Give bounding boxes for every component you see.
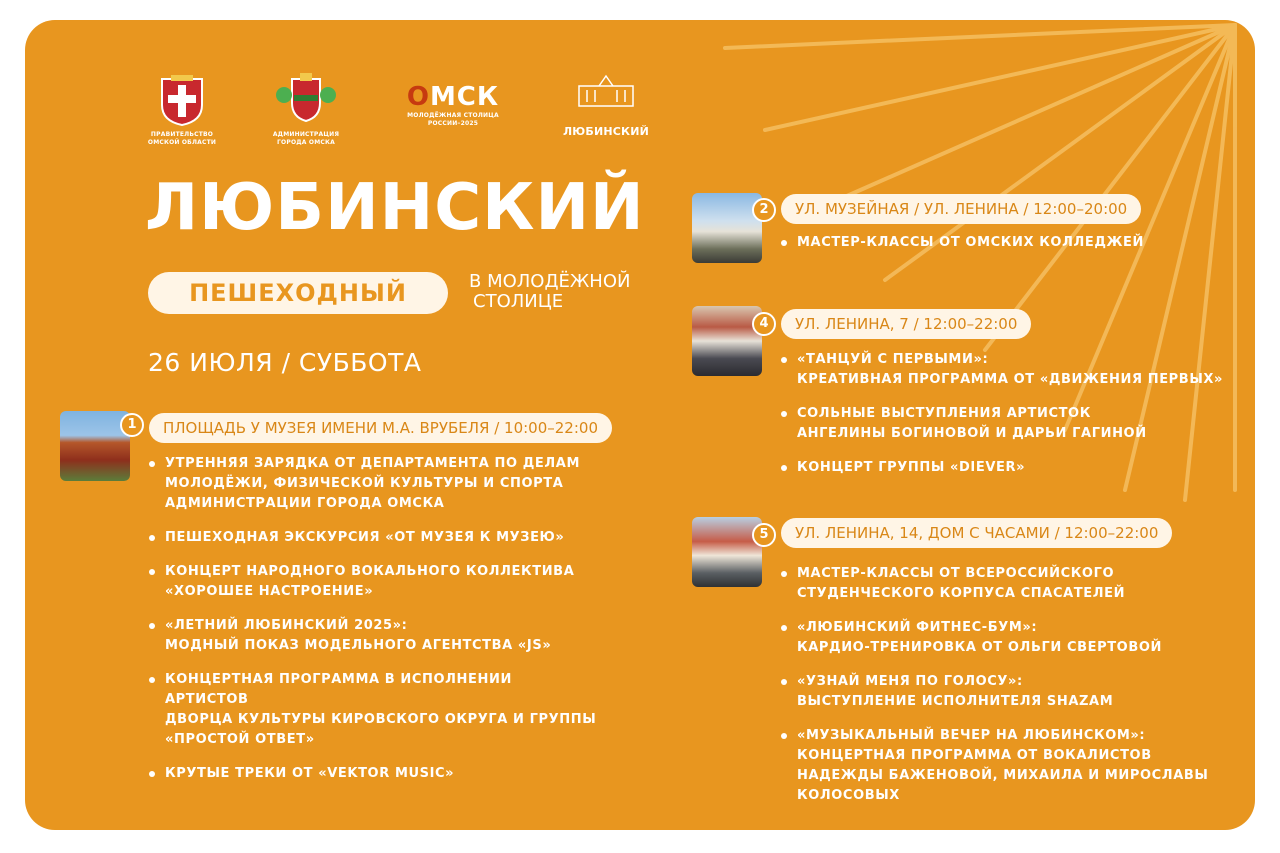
list-item: «МУЗЫКАЛЬНЫЙ ВЕЧЕР НА ЛЮБИНСКОМ»: КОНЦЕРТНАЯ ПРОГРАММА ОТ ВОКАЛИСТОВ НАДЕЖДЫ БАЖЕНОВОЙ, МИХАИЛА И МИРОСЛАВЫ КОЛОСОВЫХ	[781, 726, 1241, 806]
event-title: ЛЮБИНСКИЙ	[145, 171, 645, 245]
venue-1-label: ПЛОЩАДЬ У МУЗЕЯ ИМЕНИ М.А. ВРУБЕЛЯ / 10:00–22:00	[149, 413, 612, 443]
list-item: УТРЕННЯЯ ЗАРЯДКА ОТ ДЕПАРТАМЕНТА ПО ДЕЛАМ МОЛОДЁЖИ, ФИЗИЧЕСКОЙ КУЛЬТУРЫ И СПОРТА АДМИНИСТРАЦИИ ГОРОДА ОМСКА	[149, 454, 599, 514]
list-item: МАСТЕР-КЛАССЫ ОТ ОМСКИХ КОЛЛЕДЖЕЙ	[781, 233, 1231, 253]
venue-4-photo	[692, 306, 762, 376]
event-date: 26 ИЮЛЯ / СУББОТА	[148, 348, 422, 377]
list-item: «УЗНАЙ МЕНЯ ПО ГОЛОСУ»: ВЫСТУПЛЕНИЕ ИСПОЛНИТЕЛЯ SHAZAM	[781, 672, 1241, 712]
list-item: КОНЦЕРТ ГРУППЫ «DIEVER»	[781, 458, 1241, 478]
list-item: КОНЦЕРТНАЯ ПРОГРАММА В ИСПОЛНЕНИИ АРТИСТОВ ДВОРЦА КУЛЬТУРЫ КИРОВСКОГО ОКРУГА И ГРУППЫ «ПРОСТОЙ ОТВЕТ»	[149, 670, 599, 750]
list-item: «ТАНЦУЙ С ПЕРВЫМИ»: КРЕАТИВНАЯ ПРОГРАММА ОТ «ДВИЖЕНИЯ ПЕРВЫХ»	[781, 350, 1241, 390]
omsk-caption-line2: РОССИИ–2025	[427, 120, 479, 127]
venue-2-label: УЛ. МУЗЕЙНАЯ / УЛ. ЛЕНИНА / 12:00–20:00	[781, 194, 1141, 224]
coat-of-arms-icon	[159, 75, 205, 127]
gov-caption-line1: ПРАВИТЕЛЬСТВО	[150, 131, 214, 138]
venue-2-photo	[692, 193, 762, 263]
omsk-youth-capital-logo	[397, 82, 509, 128]
list-item: «ЛЕТНИЙ ЛЮБИНСКИЙ 2025»: МОДНЫЙ ПОКАЗ МОДЕЛЬНОГО АГЕНТСТВА «JS»	[149, 616, 599, 656]
venue-5-number-badge: 5	[752, 523, 776, 547]
list-item: «ЛЮБИНСКИЙ ФИТНЕС-БУМ»: КАРДИО-ТРЕНИРОВКА ОТ ОЛЬГИ СВЕРТОВОЙ	[781, 618, 1241, 658]
omsk-wordmark: ОМСК	[406, 82, 500, 112]
venue-4-label: УЛ. ЛЕНИНА, 7 / 12:00–22:00	[781, 309, 1031, 339]
venue-5-program-list	[781, 564, 1241, 806]
list-item: СОЛЬНЫЕ ВЫСТУПЛЕНИЯ АРТИСТОК АНГЕЛИНЫ БОГИНОВОЙ И ДАРЬИ ГАГИНОЙ	[781, 404, 1241, 444]
event-subtitle-pill: ПЕШЕХОДНЫЙ	[148, 272, 448, 314]
lubinsky-logo	[561, 70, 651, 138]
list-item: ПЕШЕХОДНАЯ ЭКСКУРСИЯ «ОТ МУЗЕЯ К МУЗЕЮ»	[149, 528, 599, 548]
lubinsky-logo-word: ЛЮБИНСКИЙ	[562, 125, 650, 138]
adm-caption-line1: АДМИНИСТРАЦИЯ	[272, 131, 340, 138]
city-arms-icon	[274, 73, 338, 127]
venue-2-program-list	[781, 233, 1231, 253]
city-administration-logo	[263, 73, 349, 147]
subtitle-line2: СТОЛИЦЕ	[473, 291, 564, 312]
poster	[25, 20, 1255, 830]
venue-4-number-badge: 4	[752, 312, 776, 336]
list-item: КОНЦЕРТ НАРОДНОГО ВОКАЛЬНОГО КОЛЛЕКТИВА «ХОРОШЕЕ НАСТРОЕНИЕ»	[149, 562, 599, 602]
event-subtitle-text	[469, 272, 669, 312]
venue-1-program-list	[149, 454, 599, 784]
government-logo	[143, 75, 221, 147]
building-sketch-icon	[571, 70, 641, 122]
omsk-caption-line1: МОЛОДЁЖНАЯ СТОЛИЦА	[407, 112, 499, 119]
list-item: МАСТЕР-КЛАССЫ ОТ ВСЕРОССИЙСКОГО СТУДЕНЧЕСКОГО КОРПУСА СПАСАТЕЛЕЙ	[781, 564, 1241, 604]
venue-5-photo	[692, 517, 762, 587]
venue-2-number-badge: 2	[752, 198, 776, 222]
venue-5-label: УЛ. ЛЕНИНА, 14, ДОМ С ЧАСАМИ / 12:00–22:00	[781, 518, 1172, 548]
venue-4-program-list	[781, 350, 1241, 478]
adm-caption-line2: ГОРОДА ОМСКА	[277, 139, 335, 146]
list-item: КРУТЫЕ ТРЕКИ ОТ «VEKTOR MUSIC»	[149, 764, 599, 784]
gov-caption-line2: ОМСКОЙ ОБЛАСТИ	[147, 139, 217, 146]
venue-1-number-badge: 1	[120, 413, 144, 437]
subtitle-line1: В МОЛОДЁЖНОЙ	[469, 271, 631, 292]
